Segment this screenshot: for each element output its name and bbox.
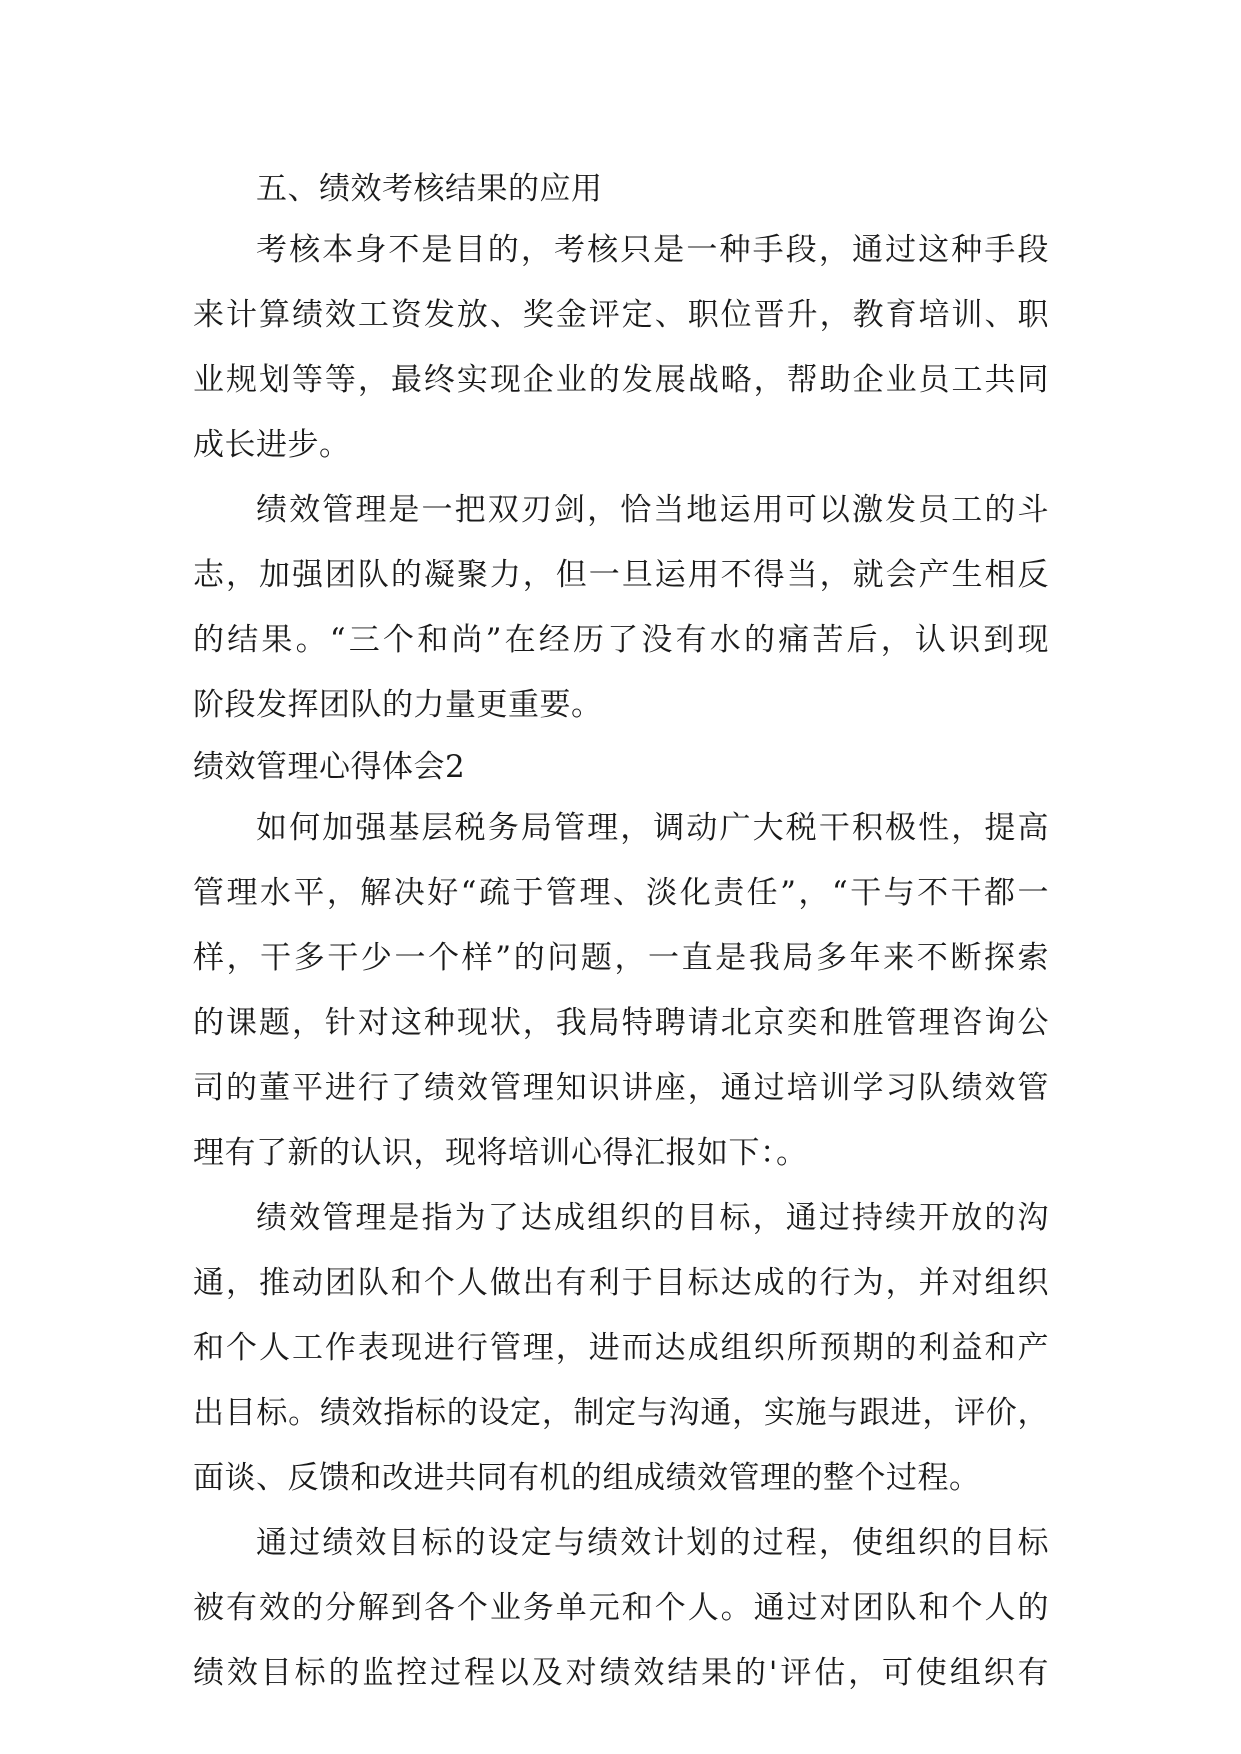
paragraph-line: 通过绩效目标的设定与绩效计划的过程，使组织的目标 — [256, 1525, 1049, 1561]
document-title-2: 绩效管理心得体会2 — [193, 749, 466, 785]
paragraph-line: 绩效目标的监控过程以及对绩效结果的'评估，可使组织有 — [193, 1655, 1049, 1691]
paragraph-line: 如何加强基层税务局管理，调动广大税干积极性，提高 — [256, 810, 1049, 846]
paragraph-line: 阶段发挥团队的力量更重要。 — [193, 687, 603, 723]
paragraph-1 — [193, 218, 1049, 478]
paragraph-line: 绩效管理是一把双刃剑，恰当地运用可以激发员工的斗 — [256, 492, 1049, 528]
paragraph-2 — [193, 478, 1049, 738]
paragraph-line: 成长进步。 — [193, 427, 351, 463]
paragraph-line: 的课题，针对这种现状，我局特聘请北京奕和胜管理咨询公 — [193, 1005, 1049, 1041]
paragraph-line: 志，加强团队的凝聚力，但一旦运用不得当，就会产生相反 — [193, 557, 1049, 593]
document-page — [193, 160, 1049, 1706]
paragraph-line: 管理水平，解决好“疏于管理、淡化责任”，“干与不干都一 — [193, 875, 1049, 911]
paragraph-line: 出目标。绩效指标的设定，制定与沟通，实施与跟进，评价， — [193, 1395, 1049, 1431]
paragraph-5 — [193, 1511, 1049, 1706]
paragraph-line: 来计算绩效工资发放、奖金评定、职位晋升，教育培训、职 — [193, 297, 1049, 333]
paragraph-line: 的结果。“三个和尚”在经历了没有水的痛苦后，认识到现 — [193, 622, 1049, 658]
paragraph-line: 绩效管理是指为了达成组织的目标，通过持续开放的沟 — [256, 1200, 1049, 1236]
paragraph-line: 业规划等等，最终实现企业的发展战略，帮助企业员工共同 — [193, 362, 1049, 398]
paragraph-4 — [193, 1186, 1049, 1511]
paragraph-line: 面谈、反馈和改进共同有机的组成绩效管理的整个过程。 — [193, 1460, 981, 1496]
paragraph-line: 和个人工作表现进行管理，进而达成组织所预期的利益和产 — [193, 1330, 1049, 1366]
paragraph-line: 被有效的分解到各个业务单元和个人。通过对团队和个人的 — [193, 1590, 1049, 1626]
section-heading: 五、绩效考核结果的应用 — [256, 171, 603, 207]
paragraph-line: 通，推动团队和个人做出有利于目标达成的行为，并对组织 — [193, 1265, 1049, 1301]
paragraph-3 — [193, 796, 1049, 1186]
paragraph-line: 样，干多干少一个样”的问题，一直是我局多年来不断探索 — [193, 940, 1049, 976]
paragraph-line: 考核本身不是目的，考核只是一种手段，通过这种手段 — [256, 232, 1049, 268]
paragraph-line: 司的董平进行了绩效管理知识讲座，通过培训学习队绩效管 — [193, 1070, 1049, 1106]
paragraph-line: 理有了新的认识，现将培训心得汇报如下：。 — [193, 1135, 808, 1171]
